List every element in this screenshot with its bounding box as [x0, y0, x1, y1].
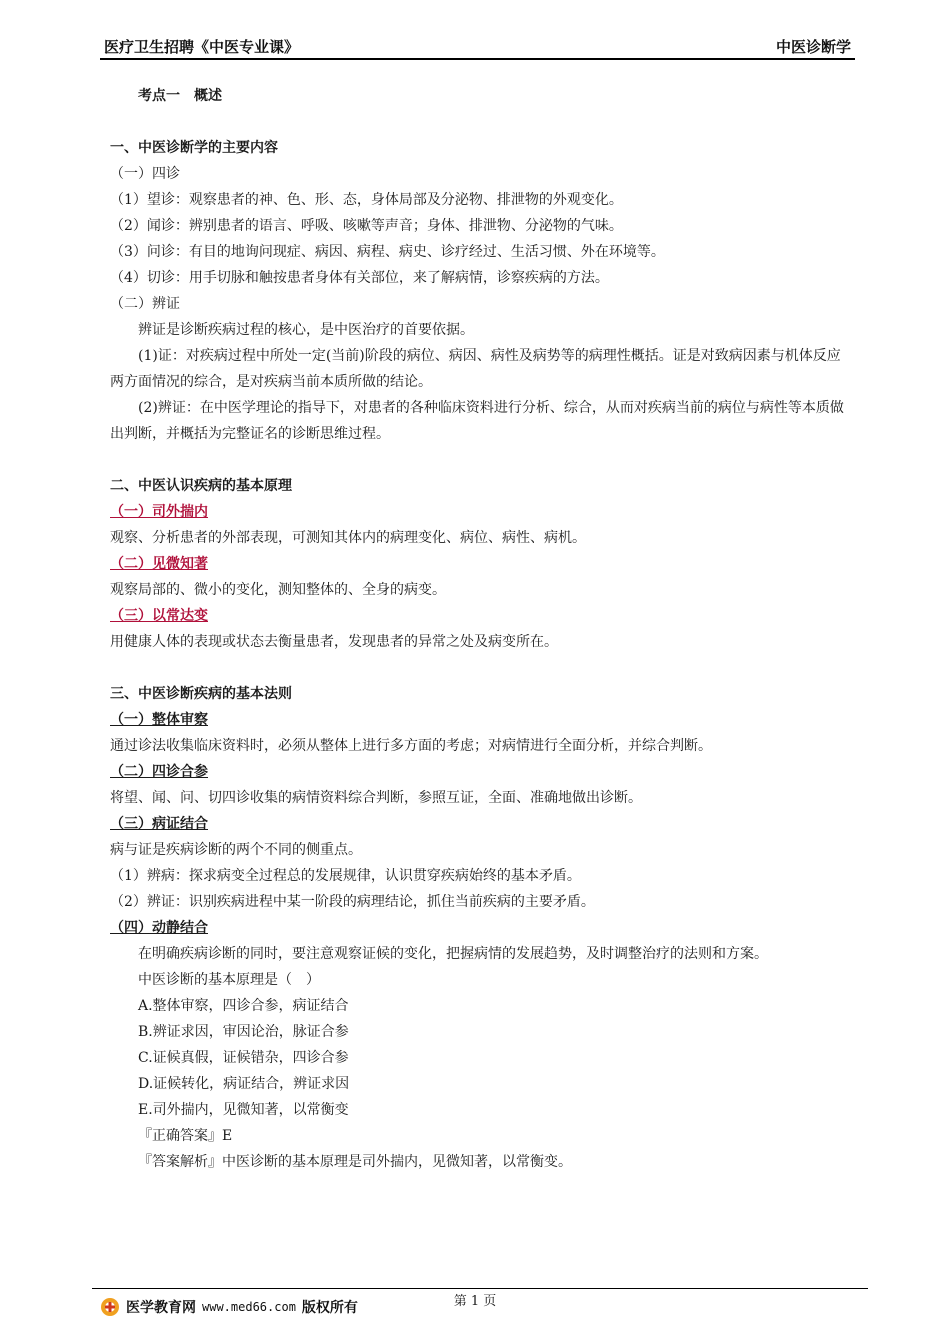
answer-analysis: 『答案解析』中医诊断的基本原理是司外揣内，见微知著，以常衡变。 — [138, 1154, 572, 1170]
paragraph: (2)辨证：在中医学理论的指导下，对患者的各种临床资料进行分析、综合，从而对疾病当前的病位与病性等本质做出判断，并概括为完整证名的诊断思维过程。 — [110, 400, 844, 442]
principle-title: （二）见微知著 — [110, 556, 208, 572]
footer-brand — [100, 1296, 358, 1318]
brand-site[interactable]: www.med66.com — [202, 1300, 296, 1314]
brand-name: 医学教育网 — [126, 1300, 196, 1316]
rule-title: （三）病证结合 — [110, 816, 208, 832]
principle-title: （三）以常达变 — [110, 608, 208, 624]
paragraph: 将望、闻、问、切四诊收集的病情资料综合判断，参照互证，全面、准确地做出诊断。 — [110, 790, 642, 806]
paragraph: 观察局部的、微小的变化，测知整体的、全身的病变。 — [110, 582, 446, 598]
question-option: A.整体审察，四诊合参，病证结合 — [138, 998, 349, 1014]
paragraph: 辨证是诊断疾病过程的核心，是中医治疗的首要依据。 — [138, 322, 474, 338]
question-option: B.辨证求因，审因论治，脉证合参 — [138, 1024, 349, 1040]
paragraph: (1)证：对疾病过程中所处一定(当前)阶段的病位、病因、病性及病势等的病理性概括。证是对致病因素与机体反应两方面情况的综合，是对疾病当前本质所做的结论。 — [110, 348, 841, 390]
header-course-title: 医疗卫生招聘《中医专业课》 — [104, 38, 300, 56]
principle-title: （一）司外揣内 — [110, 504, 208, 520]
page-number: 第 1 页 — [453, 1294, 497, 1309]
paragraph: 病与证是疾病诊断的两个不同的侧重点。 — [110, 842, 362, 858]
heading-2: 二、中医认识疾病的基本原理 — [110, 478, 292, 494]
list-item: （1）望诊：观察患者的神、色、形、态，身体局部及分泌物、排泄物的外观变化。 — [110, 192, 623, 208]
paragraph: 观察、分析患者的外部表现，可测知其体内的病理变化、病位、病性、病机。 — [110, 530, 586, 546]
paragraph: 通过诊法收集临床资料时，必须从整体上进行多方面的考虑；对病情进行全面分析，并综合判断。 — [110, 738, 712, 754]
list-item: （4）切诊：用手切脉和触按患者身体有关部位，来了解病情，诊察疾病的方法。 — [110, 270, 609, 286]
sub-heading: （二）辨证 — [110, 296, 180, 312]
question-option: D.证候转化，病证结合，辨证求因 — [138, 1076, 350, 1092]
list-item: （2）闻诊：辨别患者的语言、呼吸、咳嗽等声音；身体、排泄物、分泌物的气味。 — [110, 218, 623, 234]
list-item: （3）问诊：有目的地询问现症、病因、病程、病史、诊疗经过、生活习惯、外在环境等。 — [110, 244, 665, 260]
paragraph: 用健康人体的表现或状态去衡量患者，发现患者的异常之处及病变所在。 — [110, 634, 558, 650]
rule-title: （四）动静结合 — [110, 920, 208, 936]
rule-title: （二）四诊合参 — [110, 764, 208, 780]
page-header — [100, 30, 855, 60]
list-item: （1）辨病：探求病变全过程总的发展规律，认识贯穿疾病始终的基本矛盾。 — [110, 868, 581, 884]
footer-divider — [92, 1288, 868, 1289]
section-title: 考点一 概述 — [138, 88, 222, 104]
paragraph: 在明确疾病诊断的同时，要注意观察证候的变化，把握病情的发展趋势，及时调整治疗的法则和方案。 — [138, 946, 768, 962]
logo-icon — [100, 1297, 120, 1317]
heading-3: 三、中医诊断疾病的基本法则 — [110, 686, 292, 702]
heading-1: 一、中医诊断学的主要内容 — [110, 140, 278, 156]
document-body — [110, 83, 852, 1175]
sub-heading: （一）四诊 — [110, 166, 180, 182]
correct-answer: 『正确答案』E — [138, 1128, 233, 1144]
question-option: C.证候真假，证候错杂，四诊合参 — [138, 1050, 349, 1066]
brand-rights: 版权所有 — [301, 1300, 358, 1316]
question-option: E.司外揣内，见微知著，以常衡变 — [138, 1102, 349, 1118]
header-subject: 中医诊断学 — [775, 38, 851, 56]
question-stem: 中医诊断的基本原理是（ ） — [138, 972, 320, 988]
rule-title: （一）整体审察 — [110, 712, 208, 728]
list-item: （2）辨证：识别疾病进程中某一阶段的病理结论，抓住当前疾病的主要矛盾。 — [110, 894, 595, 910]
